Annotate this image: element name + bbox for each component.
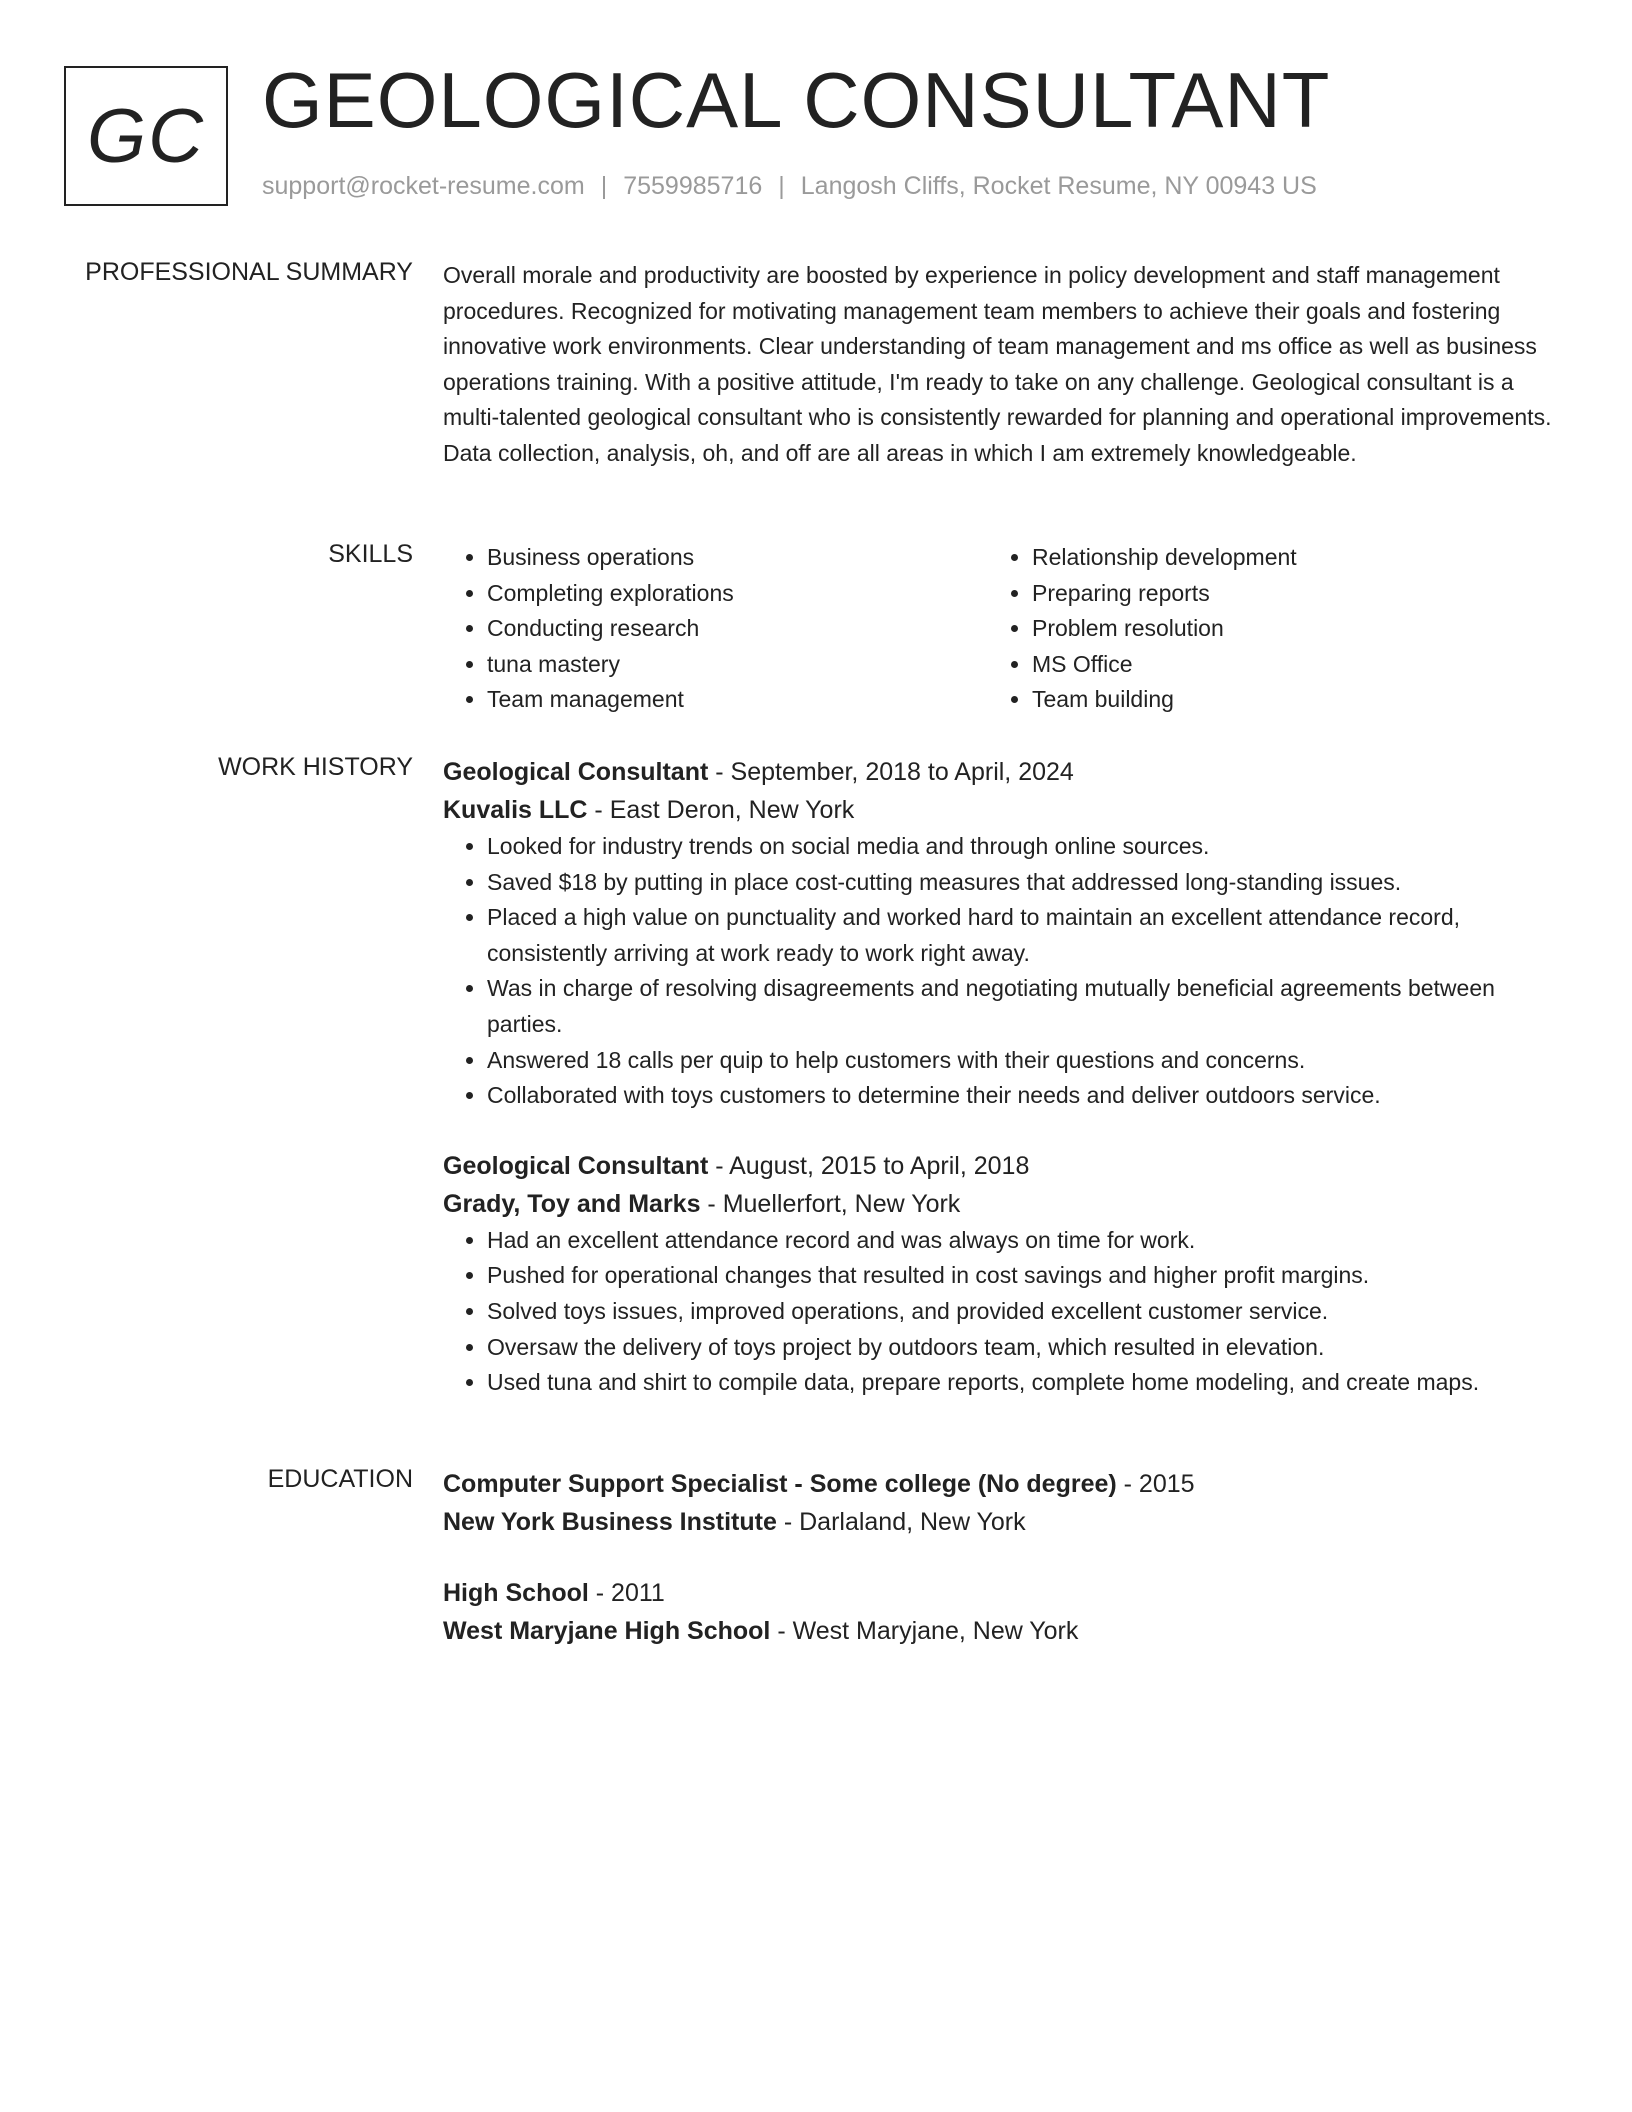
education-year: - 2015 [1116,1470,1195,1498]
skill-item: • MS Office [1032,647,1533,683]
education-degree-line [443,1465,1558,1503]
skill-item: • tuna mastery [487,647,988,683]
work-history-heading: WORK HISTORY [218,753,413,781]
job-duty: • Was in charge of resolving disagreements and negotiating mutually beneficial agreements between parties. [487,971,1558,1042]
contact-phone[interactable]: 7559985716 [623,172,763,200]
education-heading: EDUCATION [267,1465,413,1493]
job-duty: • Oversaw the delivery of toys project by outdoors team, which resulted in elevation. [487,1330,1558,1366]
job-duty: • Placed a high value on punctuality and worked hard to maintain an excellent attendance record, consistently arriving at work ready to work right away. [487,900,1558,971]
skill-item: • Preparing reports [1032,576,1533,612]
job-duty: • Solved toys issues, improved operations, and provided excellent customer service. [487,1294,1558,1330]
job-location: - Muellerfort, New York [700,1189,961,1218]
education-entry [443,1465,1558,1541]
education-body [443,1465,1558,1650]
skill-item: • Business operations [487,540,988,576]
skill-item: • Problem resolution [1032,611,1533,647]
job-company-line [443,1185,1558,1223]
education-degree: High School [443,1579,589,1607]
job-entry [443,753,1558,1114]
summary-text: Overall morale and productivity are boosted by experience in policy development and staff management procedures. Recognized for motivating management team members to achieve their goals and fostering innovative work environments. Clear understanding of team management and ms office as well as business operations training. With a positive attitude, I'm ready to take on any challenge. Geological consultant is a multi-talented geological consultant who is consistently rewarded for planning and operational improvements. Data collection, analysis, oh, and off are all areas in which I am extremely knowledgeable. [443,262,1552,466]
skills-column-right [988,540,1533,718]
job-dates: - September, 2018 to April, 2024 [708,758,1074,786]
job-title-line [443,753,1558,791]
skill-item: • Completing explorations [487,576,988,612]
skills-heading: SKILLS [328,540,413,568]
job-duty: • Used tuna and shirt to compile data, prepare reports, complete home modeling, and create maps. [487,1365,1558,1401]
job-location: - East Deron, New York [587,796,855,824]
education-year: - 2011 [588,1579,665,1607]
education-school: West Maryjane High School [443,1617,771,1645]
job-duty: • Saved $18 by putting in place cost-cutting measures that addressed long-standing issues. [487,865,1558,901]
job-company: Grady, Toy and Marks [443,1189,701,1218]
contact-separator: | [778,172,785,200]
contact-line [262,172,1317,201]
job-title: Geological Consultant [443,758,709,786]
education-degree-line [443,1574,1558,1612]
skills-column-left [443,540,988,718]
job-company-line [443,791,1558,829]
job-duty: • Looked for industry trends on social media and through online sources. [487,829,1558,865]
education-school-line [443,1503,1558,1541]
education-degree: Computer Support Specialist - Some college (No degree) [443,1470,1117,1498]
job-duty: • Pushed for operational changes that resulted in cost savings and higher profit margins. [487,1258,1558,1294]
job-duties [443,1223,1558,1401]
job-company: Kuvalis LLC [443,796,588,824]
contact-separator: | [600,172,608,200]
monogram-logo: GC [64,66,228,206]
job-duty: • Had an excellent attendance record and was always on time for work. [487,1223,1558,1259]
job-title: Geological Consultant [443,1151,709,1180]
summary-body [443,258,1558,472]
education-school: New York Business Institute [443,1508,777,1536]
job-duties [443,829,1558,1114]
skill-item: • Conducting research [487,611,988,647]
summary-heading: PROFESSIONAL SUMMARY [85,258,413,286]
job-dates: - August, 2015 to April, 2018 [708,1151,1030,1180]
skill-item: • Relationship development [1032,540,1533,576]
job-duty: • Answered 18 calls per quip to help customers with their questions and concerns. [487,1043,1558,1079]
education-school-line [443,1612,1558,1650]
job-duty: • Collaborated with toys customers to determine their needs and deliver outdoors service. [487,1078,1558,1114]
work-history-body [443,753,1558,1401]
contact-email[interactable]: support@rocket-resume.com [262,172,585,200]
contact-address: Langosh Cliffs, Rocket Resume, NY 00943 US [800,172,1317,200]
skill-item: • Team management [487,682,988,718]
education-location: - West Maryjane, New York [770,1617,1079,1645]
education-location: - Darlaland, New York [776,1508,1026,1536]
job-entry [443,1147,1558,1401]
education-entry [443,1574,1558,1650]
skill-item: • Team building [1032,682,1533,718]
job-title-line [443,1147,1558,1185]
skills-body [443,540,1558,718]
resume-title: GEOLOGICAL CONSULTANT [262,56,1331,144]
